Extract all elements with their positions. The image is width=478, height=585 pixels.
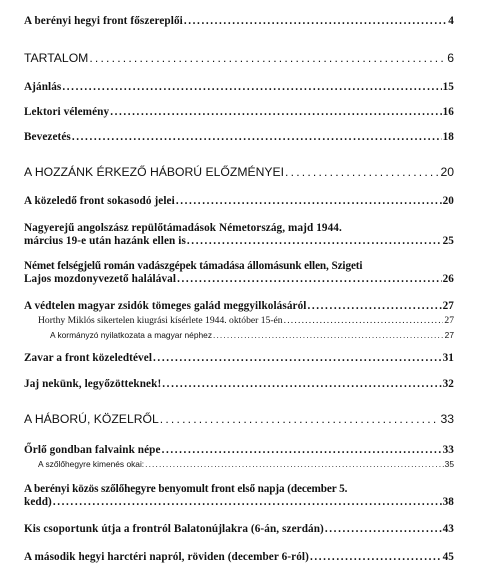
toc-entry-title: A HÁBORÚ, KÖZELRŐL [24, 412, 159, 426]
toc-page-number: 6 [447, 51, 454, 65]
toc-leader-dots [184, 15, 447, 27]
toc-entry-title: Kis csoportunk útja a frontról Balatonújlakra (6-án, szerdán) [24, 523, 324, 535]
toc-page-number: 45 [442, 551, 454, 563]
toc-entry-title: Horthy Miklós sikertelen kiugrási kísérlete 1944. október 15-én [38, 315, 283, 326]
toc-leader-dots [285, 165, 439, 179]
toc-entry-title: A második hegyi harctéri napról, röviden (december 6-ról) [24, 551, 309, 563]
toc-leader-dots [110, 106, 441, 118]
toc-subentry[interactable] [38, 315, 454, 326]
toc-entry-title: Ajánlás [24, 81, 62, 93]
toc-entry-title: A közeledő front sokasodó jelei [24, 195, 175, 207]
toc-entry[interactable] [24, 106, 454, 118]
toc-leader-dots [153, 352, 442, 364]
toc-entry-title-line1: A berényi közös szőlőhegyre benyomult front első napja (december 5. [24, 483, 348, 495]
toc-subentry[interactable] [50, 330, 454, 340]
toc-leader-dots [145, 459, 444, 469]
toc-entry-heading[interactable] [24, 51, 454, 65]
toc-entry[interactable] [24, 352, 454, 364]
toc-subentry[interactable] [38, 459, 454, 469]
toc-entry-title: Lektori vélemény [24, 106, 110, 118]
toc-entry[interactable] [24, 551, 454, 563]
toc-entry-title: Zavar a front közeledtével [24, 352, 153, 364]
toc-leader-dots [162, 444, 442, 456]
toc-leader-dots [177, 273, 442, 285]
toc-leader-dots [53, 496, 442, 508]
toc-entry-title-line1: Német felségjelű román vadászgépek támadása állomásunk ellen, Szigeti [24, 260, 363, 272]
toc-leader-dots [307, 300, 441, 312]
toc-leader-dots [310, 551, 442, 563]
toc-entry-heading[interactable] [24, 165, 454, 179]
toc-entry-heading[interactable] [24, 412, 454, 426]
toc-page-number: 32 [442, 378, 454, 390]
toc-page-number: 26 [442, 273, 454, 285]
toc-leader-dots [62, 81, 441, 93]
toc-entry[interactable] [24, 195, 454, 207]
toc-page-number: 43 [442, 523, 454, 535]
toc-entry-title: kedd) [24, 496, 52, 508]
toc-leader-dots [160, 412, 440, 426]
toc-entry[interactable] [24, 483, 454, 508]
toc-entry-title: március 19-e után hazánk ellen is [24, 235, 186, 247]
toc-page-number: 27 [444, 315, 454, 326]
toc-entry-title: A védtelen magyar zsidók tömeges galád meggyilkolásáról [24, 300, 307, 312]
toc-leader-dots [213, 330, 444, 340]
toc-page-number: 27 [444, 330, 454, 340]
toc-entry-title: TARTALOM [24, 51, 89, 65]
toc-leader-dots [162, 378, 441, 390]
toc-page-number: 18 [442, 131, 454, 143]
toc-entry-title: Őrlő gondban falvaink népe [24, 444, 161, 456]
toc-entry[interactable] [24, 131, 454, 143]
toc-entry-title: Bevezetés [24, 131, 71, 143]
toc-page-number: 20 [440, 165, 454, 179]
toc-leader-dots [89, 51, 446, 65]
toc-leader-dots [176, 195, 442, 207]
toc-leader-dots [284, 315, 444, 326]
toc-entry-title: Lajos mozdonyvezető halálával [24, 273, 177, 285]
toc-entry[interactable] [24, 222, 454, 247]
toc-page-number: 31 [442, 352, 454, 364]
toc-entry[interactable] [24, 15, 454, 27]
toc-page-number: 25 [442, 235, 454, 247]
toc-entry-title: A berényi hegyi front főszereplői [24, 15, 183, 27]
toc-entry[interactable] [24, 378, 454, 390]
toc-entry-title-line1: Nagyerejű angolszász repülőtámadások Németország, majd 1944. [24, 222, 342, 234]
toc-entry[interactable] [24, 444, 454, 456]
toc-leader-dots [72, 131, 442, 143]
toc-page-number: 4 [448, 15, 454, 27]
toc-page-number: 35 [444, 459, 454, 469]
toc-entry[interactable] [24, 300, 454, 312]
toc-page-number: 15 [442, 81, 454, 93]
toc-leader-dots [325, 523, 442, 535]
toc-entry[interactable] [24, 81, 454, 93]
toc-entry[interactable] [24, 260, 454, 285]
toc-page-number: 38 [442, 496, 454, 508]
toc-entry-title: A HOZZÁNK ÉRKEZŐ HÁBORÚ ELŐZMÉNYEI [24, 165, 285, 179]
toc-entry-title: A kormányzó nyilatkozata a magyar néphez [50, 330, 213, 340]
toc-leader-dots [187, 235, 442, 247]
toc-page-number: 20 [442, 195, 454, 207]
toc-entry-title: Jaj nekünk, legyőzötteknek! [24, 378, 162, 390]
toc-entry-title: A szőlőhegyre kimenés okai: [38, 459, 145, 469]
toc-entry[interactable] [24, 523, 454, 535]
toc-page-number: 16 [442, 106, 454, 118]
toc-page-number: 33 [440, 412, 454, 426]
toc-page-number: 27 [442, 300, 454, 312]
toc-page-number: 33 [442, 444, 454, 456]
